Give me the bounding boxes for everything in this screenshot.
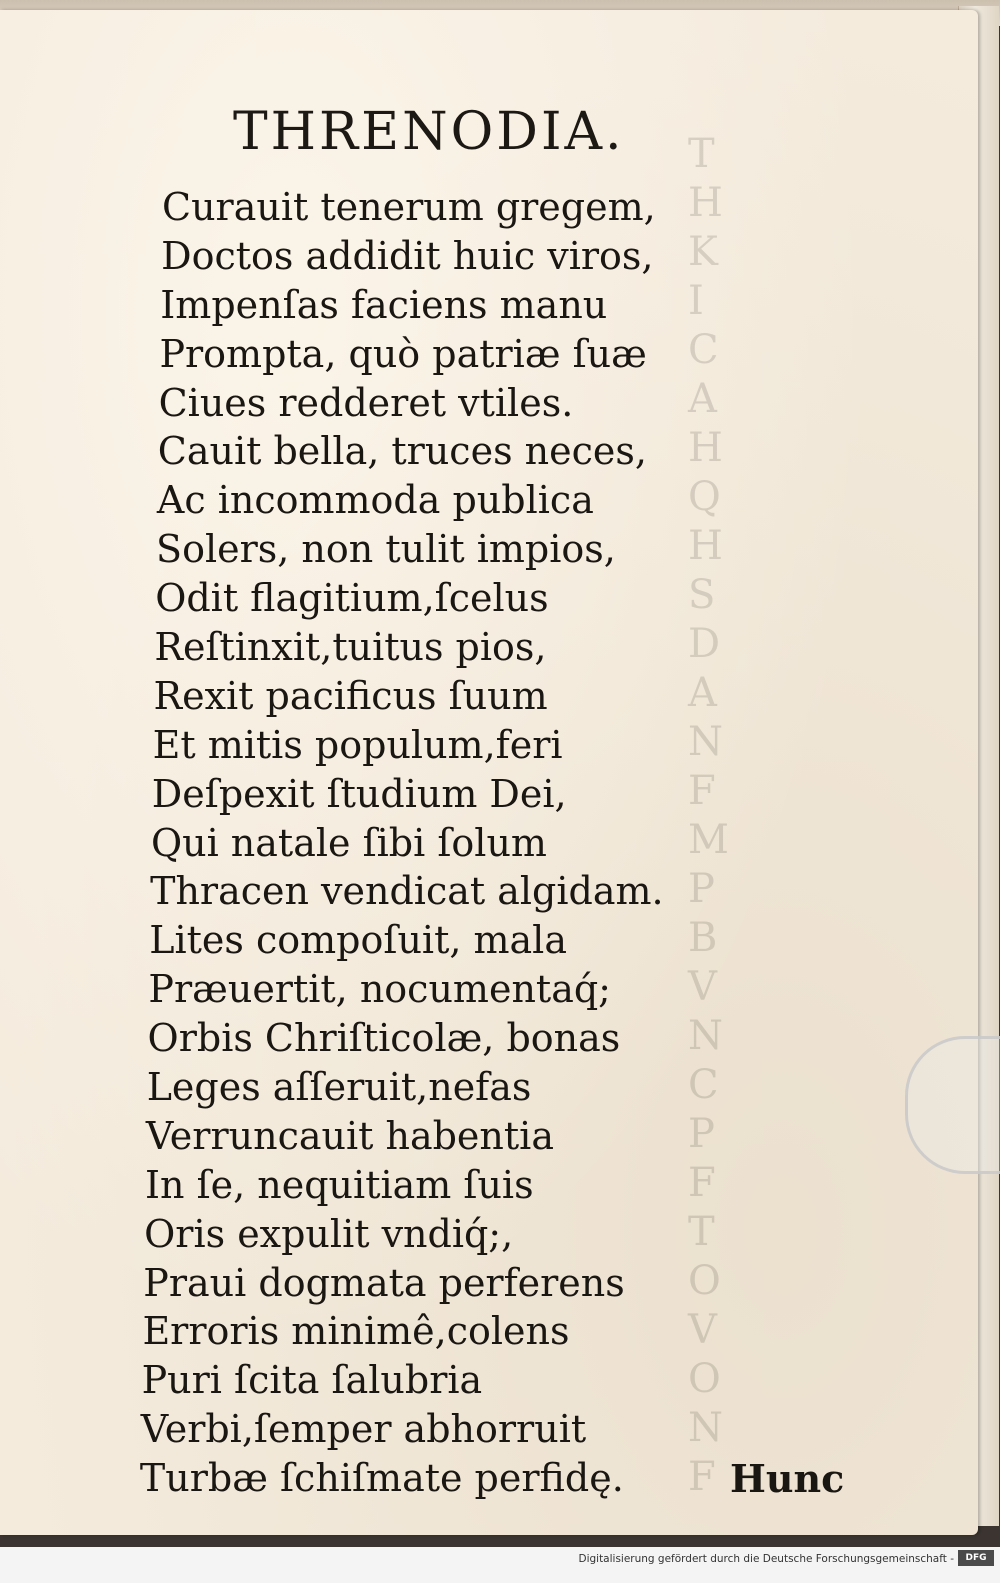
verse-line: Verbi,ſemper abhorruit [140,1407,587,1452]
verse-line: Prompta, quò patriæ ſuæ [159,331,647,376]
verse-line: Lites compoſuit, mala [149,918,567,963]
verse-line: Puri ſcita ſalubria [141,1358,483,1403]
verse-line: Orbis Chriſticolæ, bonas [147,1016,621,1061]
verse-line: Odit flagitium,ſcelus [155,576,549,621]
dfg-logo: DFG [958,1550,994,1566]
verse-line: Qui natale ſibi ſolum [150,820,547,865]
verse-line: Praui dogmata perferens [143,1260,625,1305]
verse-line: Rexit pacificus ſuum [153,673,548,718]
verse-line: Reſtinxit,tuitus pios, [154,625,547,670]
verse-line: In ſe, nequitiam ſuis [145,1162,534,1207]
verse-line: Erroris minimê,colens [142,1309,570,1354]
verse-line: Ciues redderet vtiles. [158,380,574,425]
verse-line: Impenſas faciens manu [160,282,608,327]
show-through-text: T H K I C A H Q H S D A N F M P B V N C P F T O V O N F [688,131,729,1500]
verse-line: Thracen vendicat algidam. [150,869,664,914]
verse-line: Turbæ ſchiſmate perfidę. [139,1456,624,1501]
verse-line: Oris expulit vndiq́;, [144,1211,514,1256]
verse-line: Verruncauit habentia [145,1113,554,1158]
verse-line: Præuertit, nocumentaq́; [148,967,611,1012]
verse-line: Solers, non tulit impios, [156,527,616,572]
verse-line: Ac incommoda publica [156,478,594,523]
page-header: THRENODIA. [233,102,625,162]
verse-line: Deſpexit ſtudium Dei, [151,771,567,816]
digitization-credit: Digitalisierung gefördert durch die Deutsche Forschungsgemeinschaft - [578,1553,954,1565]
verse-list [137,183,664,1503]
page-clip [905,1036,1000,1174]
verse-line: Doctos addidit huic viros, [161,233,654,278]
verse-line: Et mitis populum,feri [152,722,563,767]
verse-line: Curauit tenerum gregem, [162,185,656,229]
verse-line: Leges aſſeruit,nefas [146,1065,532,1110]
catchword: Hunc [730,1456,845,1501]
verse-line: Cauit bella, truces neces, [157,429,647,474]
